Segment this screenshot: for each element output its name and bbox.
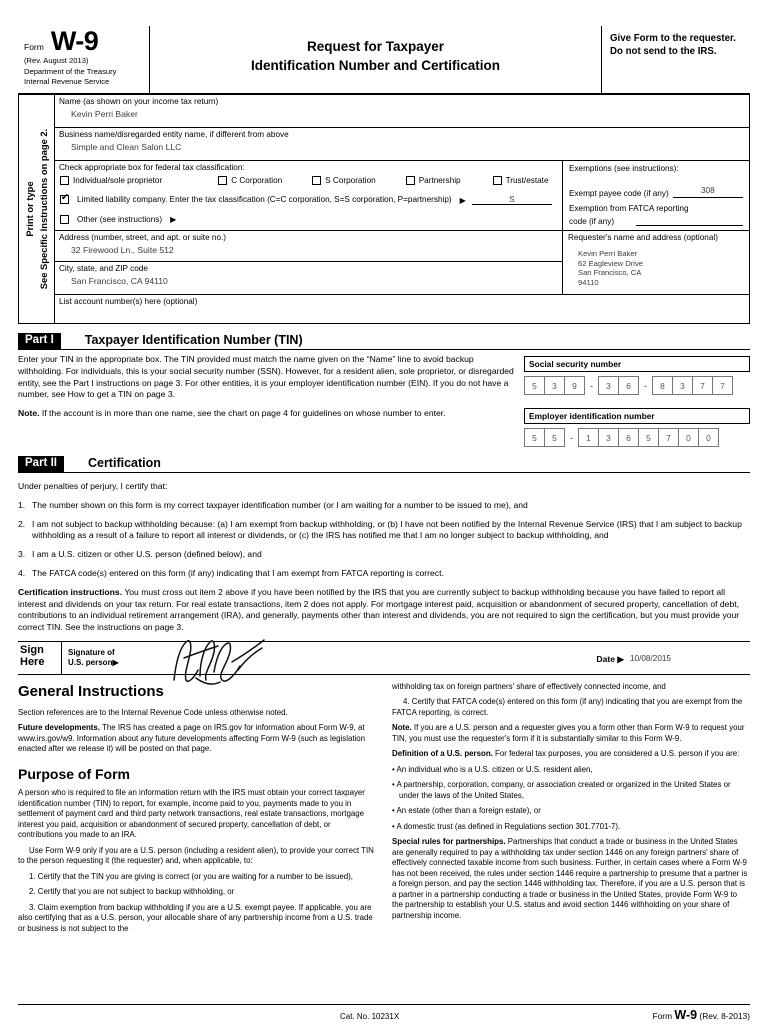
llc-row	[55, 185, 562, 205]
part1-body: Enter your TIN in the appropriate box. The TIN provided must match the name given on the “Name” line to avoid backup withholding. For individuals, this is your social security number (SSN). However, for a resident alien, sole proprietor, or disregarded entity, see the Part I instructions on page 3. For other entities, it is your employer identification number (EIN). If you do not have a number, see How to get a TIN on page 3.	[18, 354, 514, 400]
address-value[interactable]: 32 Firewood Ln., Suite 512	[71, 245, 174, 256]
instructions-left-column	[18, 682, 376, 940]
ssn-d7[interactable]: 3	[673, 376, 693, 395]
header-give-form-note: Give Form to the requester. Do not send to the IRS.	[610, 33, 736, 57]
ssn-label: Social security number	[524, 356, 750, 372]
checkbox-c-corporation[interactable]	[218, 176, 227, 185]
other-arrow-icon: ▶	[170, 215, 177, 225]
checkbox-partnership[interactable]	[406, 176, 415, 185]
ssn-digits[interactable]	[524, 376, 750, 395]
special-rules-partnerships	[392, 837, 750, 921]
purpose-item-2: 2. Certify that you are not subject to backup withholding, or	[29, 887, 235, 897]
us-person-definition	[392, 749, 750, 760]
checkbox-s-corporation[interactable]	[312, 176, 321, 185]
part2-item-2	[18, 519, 750, 543]
city-caption: City, state, and ZIP code	[59, 264, 148, 274]
part2-content	[18, 481, 750, 634]
footer-form-number: W-9	[674, 1008, 698, 1022]
sidebar-line2: See Specific Instructions on page 2.	[37, 128, 49, 290]
right-note	[392, 723, 750, 744]
future-developments-text: The IRS has created a page on IRS.gov for information about Form W-9, at www.irs.gov/w9. Information about any future developments affecting Form W-9 (such as legislation enacted after we release it) will be posted on that page.	[18, 723, 366, 754]
requester-block[interactable]	[563, 231, 749, 294]
header-dept-line1: Department of the Treasury	[24, 66, 117, 76]
signature-ink-icon	[166, 632, 316, 686]
us-person-bullet-3: • An estate (other than a foreign estate), or	[392, 806, 541, 816]
ssn-d4[interactable]: 3	[599, 376, 619, 395]
business-name-value[interactable]: Simple and Clean Salon LLC	[71, 142, 182, 153]
part1-badge: Part I	[18, 333, 61, 349]
fatca-code-value[interactable]	[636, 214, 743, 226]
footer-form-word: Form	[652, 1011, 673, 1021]
instructions-right-column	[392, 682, 750, 940]
exemptions-block	[563, 161, 749, 230]
date-arrow-icon: ▶	[617, 653, 624, 664]
form-header	[18, 26, 750, 95]
right-item-4: 4. Certify that FATCA code(s) entered on this form (if any) indicating that you are exempt from the FATCA reporting, is correct.	[392, 697, 743, 717]
checkbox-label-c-corporation: C Corporation	[231, 176, 283, 186]
ein-d1[interactable]: 5	[525, 428, 545, 447]
cert-instructions-text: You must cross out item 2 above if you have been notified by the IRS that you are currently subject to backup withholding because you have failed to report all interest and dividends on your tax return. For real estate transactions, item 2 does not apply. For mortgage interest paid, acquisition or abandonment of secured property, cancellation of debt, contributions to an individual retirement arrangement (IRA), and generally, payments other than interest and dividends, you are not required to sign the certification, but you must provide your correct TIN. See the instructions on page 3.	[18, 586, 740, 633]
llc-label: Limited liability company. Enter the tax classification (C=C corporation, S=S corporation, P=partnership)	[77, 195, 452, 205]
date-label: Date ▶	[596, 653, 624, 664]
part1-note	[18, 408, 514, 420]
business-name-row[interactable]	[55, 128, 749, 161]
ssn-d2[interactable]: 3	[545, 376, 565, 395]
ssn-d5[interactable]: 6	[619, 376, 639, 395]
checkbox-label-s-corporation: S Corporation	[325, 176, 376, 186]
part1-text	[18, 354, 514, 447]
part1-note-text: If the account is in more than one name, see the chart on page 4 for guidelines on whose number to enter.	[39, 408, 446, 419]
header-form-number: W-9	[50, 26, 99, 56]
ein-label: Employer identification number	[524, 408, 750, 424]
address-block	[55, 231, 563, 294]
sign-here-line1: Sign	[20, 643, 44, 656]
requester-caption: Requester's name and address (optional)	[568, 233, 718, 243]
date-value[interactable]: 10/08/2015	[630, 653, 671, 663]
part2-item-4	[18, 568, 750, 580]
name-row[interactable]	[55, 95, 749, 128]
signature-arrow-icon: ▶	[112, 657, 119, 667]
fatca-label-line2: code (if any)	[569, 217, 615, 227]
ein-d7[interactable]: 7	[659, 428, 679, 447]
signature-caption-line2: U.S. person	[68, 657, 113, 667]
part2-item-1-text: The number shown on this form is my correct taxpayer identification number (or I am waiting for a number to be issued to me), and	[32, 499, 528, 510]
exempt-payee-code-row	[569, 186, 743, 198]
header-title-block	[150, 26, 602, 93]
signature-caption	[62, 642, 160, 674]
catalog-number: Cat. No. 10231X	[340, 1012, 400, 1021]
section-references: Section references are to the Internal Revenue Code unless otherwise noted.	[18, 707, 288, 717]
ein-d3[interactable]: 1	[579, 428, 599, 447]
ssn-dash-2: -	[644, 380, 647, 391]
purpose-paragraph-1: A person who is required to file an information return with the IRS must obtain your correct taxpayer identification number (TIN) to report, for example, income paid to you, payments made to you in settlement of payment card and third party network transactions, real estate transactions, mortgage interest you paid, acquisition or abandonment of secured property, cancellation of debt, or contributions you made to an IRA.	[18, 788, 365, 840]
name-value[interactable]: Kevin Perri Baker	[71, 109, 138, 120]
ssn-d1[interactable]: 5	[525, 376, 545, 395]
ein-digits[interactable]	[524, 428, 750, 447]
w9-form-page	[0, 26, 768, 1036]
ein-d2[interactable]: 5	[545, 428, 565, 447]
right-note-text: If you are a U.S. person and a requester gives you a form other than Form W-9 to request your TIN, you must use the requester's form if it is substantially similar to this Form W-9.	[392, 723, 745, 743]
classification-checkbox-row	[55, 173, 562, 185]
sidebar-line1: Print or type	[23, 181, 35, 237]
fatca-code-row	[569, 214, 743, 226]
part2-item-2-num: 2.	[18, 518, 26, 529]
checkbox-limited-liability-company[interactable]	[60, 195, 69, 204]
right-continuation: withholding tax on foreign partners' share of effectively connected income, and	[392, 681, 666, 691]
business-name-caption: Business name/disregarded entity name, if different from above	[59, 130, 289, 140]
header-form-word: Form	[24, 42, 44, 52]
part2-item-1-num: 1.	[18, 499, 26, 510]
print-or-type-sidebar	[19, 95, 55, 323]
part2-item-4-num: 4.	[18, 567, 26, 578]
tin-boxes	[524, 354, 750, 447]
sign-here-label	[18, 642, 62, 674]
part2-certification-instructions	[18, 587, 750, 634]
us-person-bullet-4: • A domestic trust (as defined in Regulations section 301.7701-7).	[392, 821, 621, 831]
part1-title: Taxpayer Identification Number (TIN)	[84, 333, 303, 348]
purpose-paragraph-2: Use Form W-9 only if you are a U.S. person (including a resident alien), to provide your correct TIN to the person requesting it (the requester) and, when applicable, to:	[18, 845, 374, 866]
checkbox-label-individual: Individual/sole proprietor	[73, 176, 163, 186]
purpose-of-form-heading: Purpose of Form	[18, 765, 131, 782]
ssn-d9[interactable]: 7	[713, 376, 733, 395]
checkbox-individual-sole-proprietor[interactable]	[60, 176, 69, 185]
checkbox-trust-estate[interactable]	[493, 176, 502, 185]
right-note-bold: Note.	[392, 723, 412, 733]
header-title-line2: Identification Number and Certification	[250, 57, 501, 73]
ein-d5[interactable]: 6	[619, 428, 639, 447]
special-rules-bold: Special rules for partnerships.	[392, 837, 506, 847]
fatca-label-line1: Exemption from FATCA reporting	[569, 204, 689, 214]
us-person-definition-bold: Definition of a U.S. person.	[392, 749, 493, 759]
requester-line3: San Francisco, CA	[578, 268, 642, 278]
requester-line2: 62 Eagleview Drive	[578, 258, 643, 268]
part2-item-2-text: I am not subject to backup withholding because: (a) I am exempt from backup withholding, or (b) I have not been notified by the Internal Revenue Service (IRS) that I am subject to backup withholding as a result of a failure to report all interest or dividends, or (c) the IRS has notified me that I am no longer subject to backup withholding, and	[32, 518, 742, 541]
future-developments	[18, 723, 376, 755]
ssn-d3[interactable]: 9	[565, 376, 585, 395]
part1-content	[18, 354, 750, 447]
us-person-definition-text: For federal tax purposes, you are considered a U.S. person if you are:	[492, 749, 740, 759]
part2-item-3-text: I am a U.S. citizen or other U.S. person (defined below), and	[32, 549, 262, 560]
footer-revision: (Rev. 8-2013)	[699, 1011, 750, 1021]
ein-d4[interactable]: 3	[599, 428, 619, 447]
form-footer	[18, 1004, 750, 1022]
part2-item-3-num: 3.	[18, 549, 26, 560]
part2-intro: Under penalties of perjury, I certify that:	[18, 481, 168, 492]
city-value[interactable]: San Francisco, CA 94110	[71, 276, 168, 287]
part2-item-4-text: The FATCA code(s) entered on this form (if any) indicating that I am exempt from FATCA reporting is correct.	[32, 567, 444, 578]
llc-arrow-icon: ▶	[459, 195, 466, 205]
exemptions-caption: Exemptions (see instructions):	[569, 164, 679, 174]
city-row[interactable]	[55, 262, 562, 294]
part2-header	[18, 456, 750, 473]
checkbox-other[interactable]	[60, 215, 69, 224]
header-title-line1: Request for Taxpayer	[306, 39, 445, 55]
us-person-bullet-1: • An individual who is a U.S. citizen or U.S. resident alien,	[392, 764, 593, 774]
requester-line4: 94110	[578, 277, 599, 287]
sign-here-line2: Here	[20, 655, 45, 668]
account-number-row[interactable]	[55, 295, 749, 323]
other-row	[55, 205, 562, 224]
ein-d8[interactable]: 0	[679, 428, 699, 447]
signature-field[interactable]	[160, 642, 480, 674]
checkbox-label-trust-estate: Trust/estate	[505, 176, 549, 186]
classification-exemptions-row	[55, 161, 749, 231]
part2-item-3	[18, 549, 750, 561]
footer-form-identity	[653, 1008, 750, 1022]
us-person-bullet-2: • A partnership, corporation, company, or association created or organized in the United States or under the laws of the United States,	[392, 780, 731, 800]
ein-d9[interactable]: 0	[699, 428, 719, 447]
special-rules-text: Partnerships that conduct a trade or business in the United States are generally required to pay a withholding tax under section 1446 on any foreign partners' share of effectively connected taxable income from such business. Further, in certain cases where a Form W-9 has not been received, the rules under section 1446 require a partnership to presume that a partner is a foreign person, and pay the section 1446 withholding tax. Therefore, if you are a U.S. person that is a partner in a partnership conducting a trade or business in the United States, provide Form W-9 to the partnership to establish your U.S. status and avoid section 1446 withholding on your share of partnership income.	[392, 837, 748, 920]
part1-note-bold: Note.	[18, 408, 40, 419]
ssn-d6[interactable]: 8	[653, 376, 673, 395]
ssn-dash-1: -	[590, 380, 593, 391]
purpose-item-1: 1. Certify that the TIN you are giving is correct (or you are waiting for a number to be issued),	[29, 871, 353, 881]
general-instructions	[18, 682, 750, 940]
exempt-payee-code-value[interactable]: 308	[673, 186, 743, 198]
requester-line1: Kevin Perri Baker	[578, 249, 638, 259]
checkbox-label-partnership: Partnership	[418, 176, 461, 186]
header-revision: (Rev. August 2013)	[24, 56, 89, 65]
exempt-payee-code-label: Exempt payee code (if any)	[569, 189, 669, 199]
part2-badge: Part II	[18, 456, 64, 472]
part1-header	[18, 333, 750, 350]
future-developments-bold: Future developments.	[18, 723, 100, 733]
header-form-identity	[18, 26, 150, 93]
purpose-item-3: 3. Claim exemption from backup withholding if you are a U.S. exempt payee. If applicable, you are also certifying that as a U.S. person, your allocable share of any partnership income from a U.S. trade or business is not subject to the	[18, 902, 373, 933]
cert-instructions-bold: Certification instructions.	[18, 586, 123, 597]
part2-item-1	[18, 500, 750, 512]
form-fields-box	[18, 95, 750, 324]
general-instructions-heading: General Instructions	[18, 682, 164, 700]
account-value[interactable]	[55, 307, 749, 312]
other-label: Other (see instructions)	[77, 214, 163, 224]
part2-title: Certification	[87, 456, 161, 471]
ein-d6[interactable]: 5	[639, 428, 659, 447]
account-caption: List account number(s) here (optional)	[59, 297, 198, 307]
ein-dash: -	[570, 432, 573, 443]
signature-caption-line1: Signature of	[68, 647, 115, 657]
llc-classification-value[interactable]: S	[472, 194, 552, 205]
address-row[interactable]	[55, 231, 562, 262]
address-requester-row	[55, 231, 749, 295]
ein-block	[524, 408, 750, 447]
ssn-d8[interactable]: 7	[693, 376, 713, 395]
address-caption: Address (number, street, and apt. or suite no.)	[59, 233, 227, 243]
name-caption: Name (as shown on your income tax return)	[59, 97, 219, 107]
classification-caption: Check appropriate box for federal tax classification:	[59, 163, 245, 173]
header-dept-line2: Internal Revenue Service	[24, 77, 110, 87]
classification-block	[55, 161, 563, 230]
sign-here-block	[18, 641, 750, 675]
